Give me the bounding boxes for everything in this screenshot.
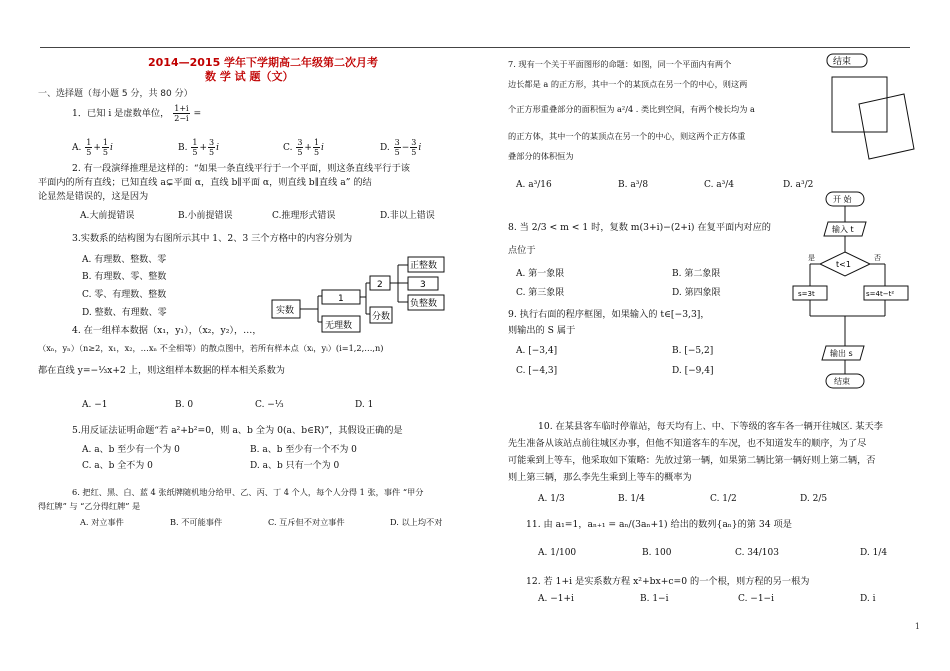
q10-option-a[interactable]: A. 1/3 bbox=[538, 494, 565, 504]
q5-option-a[interactable]: A. a、b 至少有一个为 0 bbox=[82, 445, 180, 455]
q6-line1: 6. 把红、黑、白、蓝 4 张纸牌随机地分给甲、乙、丙、丁 4 个人，每个人分得 1 张，事件 “甲分 bbox=[72, 487, 424, 497]
q2-option-c[interactable]: C.推理形式错误 bbox=[272, 211, 336, 221]
q8-option-c[interactable]: C. 第三象限 bbox=[516, 288, 565, 298]
q6-option-c[interactable]: C. 互斥但不对立事件 bbox=[268, 517, 345, 527]
q2-option-d[interactable]: D.非以上错误 bbox=[380, 211, 435, 221]
flow-end: 结束 bbox=[834, 377, 850, 386]
q11-option-c[interactable]: C. 34/103 bbox=[735, 548, 779, 558]
flow-no: 否 bbox=[874, 254, 881, 262]
q2-line1: 2. 有一段演绎推理是这样的：“如果一条直线平行于一个平面，则这条直线平行于该 bbox=[72, 163, 410, 174]
flow-left-assign: s=3t bbox=[798, 290, 815, 298]
q9-option-a[interactable]: A. [−3,4] bbox=[516, 346, 558, 356]
flow-output: 输出 s bbox=[830, 349, 853, 358]
diagram-positive-int: 正整数 bbox=[410, 261, 438, 271]
q1-option-d[interactable]: D. $\frac{3}{5}$ − $\frac{3}{5}$ i bbox=[380, 138, 422, 157]
q9-line2: 则输出的 S 属于 bbox=[508, 325, 576, 336]
q8-line1: 8. 当 2/3 < m < 1 时，复数 m(3+i)−(2+i) 在复平面内对应的 bbox=[508, 222, 771, 233]
q10-option-d[interactable]: D. 2/5 bbox=[800, 494, 828, 504]
q12-option-b[interactable]: B. 1−i bbox=[640, 594, 669, 604]
q4-line2: （xₙ，yₙ）（n≥2，x₁，x₂，…xₙ 不全相等）的散点图中，若所有样本点（xᵢ，yᵢ）(i=1,2,…,n) bbox=[38, 343, 384, 353]
q6-option-a[interactable]: A. 对立事件 bbox=[80, 517, 124, 527]
q1-fraction: $\frac{1+i}{2-i}$ bbox=[174, 104, 189, 123]
q6-line2: 得红牌” 与 “乙分得红牌” 是 bbox=[38, 501, 141, 511]
diagram-irrational: 无理数 bbox=[325, 321, 353, 331]
q8-option-a[interactable]: A. 第一象限 bbox=[516, 269, 565, 279]
q7-option-a[interactable]: A. a³/16 bbox=[516, 180, 552, 190]
q8-option-b[interactable]: B. 第二象限 bbox=[672, 269, 721, 279]
q1-option-c[interactable]: C. $\frac{3}{5}$ + $\frac{1}{5}$ i bbox=[283, 138, 324, 157]
q12-option-a[interactable]: A. −1+i bbox=[538, 594, 574, 604]
q3-option-d[interactable]: D. 整数、有理数、零 bbox=[82, 308, 167, 318]
q7-option-c[interactable]: C. a³/4 bbox=[704, 180, 735, 190]
flow-yes: 是 bbox=[808, 254, 815, 262]
q3-option-c[interactable]: C. 零、有理数、整数 bbox=[82, 290, 167, 300]
diagram-box1: 1 bbox=[338, 294, 344, 304]
q9-option-d[interactable]: D. [−9,4] bbox=[672, 366, 714, 376]
q3-stem: 3.实数系的结构图为右图所示其中 1、2、3 三个方格中的内容分别为 bbox=[72, 233, 353, 244]
overlapping-squares-figure bbox=[822, 52, 917, 172]
q7-option-b[interactable]: B. a³/8 bbox=[618, 180, 649, 190]
diagram-fraction: 分数 bbox=[372, 312, 391, 322]
diagram-box3: 3 bbox=[420, 280, 426, 290]
squares-label: 结束 bbox=[833, 57, 852, 67]
page-title: 2014—2015 学年下学期高二年级第二次月考 bbox=[148, 56, 379, 69]
program-flowchart bbox=[788, 188, 910, 400]
q5-stem: 5.用反证法证明命题“若 a²+b²=0，则 a、b 全为 0(a、b∈R)”，其假设正确的是 bbox=[72, 425, 403, 436]
q5-option-b[interactable]: B. a、b 至少有一个不为 0 bbox=[250, 445, 357, 455]
q3-option-b[interactable]: B. 有理数、零、整数 bbox=[82, 272, 167, 282]
q8-line2: 点位于 bbox=[508, 245, 536, 256]
q12-option-c[interactable]: C. −1−i bbox=[738, 594, 774, 604]
q9-line1: 9. 执行右面的程序框图，如果输入的 t∈[−3,3]， bbox=[508, 309, 710, 320]
flow-start: 开 始 bbox=[833, 195, 852, 204]
diagram-root: 实数 bbox=[276, 306, 295, 316]
q4-line1: 4. 在一组样本数据（x₁，y₁），（x₂，y₂），…， bbox=[72, 325, 262, 336]
q10-option-b[interactable]: B. 1/4 bbox=[618, 494, 645, 504]
q6-option-b[interactable]: B. 不可能事件 bbox=[170, 517, 223, 527]
q11-option-a[interactable]: A. 1/100 bbox=[538, 548, 577, 558]
q6-option-d[interactable]: D. 以上均不对 bbox=[390, 517, 443, 527]
diagram-box2: 2 bbox=[377, 280, 383, 290]
q12-stem: 12. 若 1+i 是实系数方程 x²+bx+c=0 的一个根，则方程的另一根为 bbox=[526, 576, 810, 587]
real-number-structure-diagram bbox=[270, 250, 455, 340]
q11-stem: 11. 由 a₁=1，aₙ₊₁ = aₙ/(3aₙ+1) 给出的数列{aₙ}的第 34 项是 bbox=[526, 519, 792, 530]
q7-line2: 边长都是 a 的正方形，其中一个的某顶点在另一个的中心，则这两 bbox=[508, 79, 748, 89]
q7-line5: 叠部分的体积恒为 bbox=[508, 151, 574, 161]
q11-option-d[interactable]: D. 1/4 bbox=[860, 548, 888, 558]
q4-line3: 都在直线 y=−⅓x+2 上，则这组样本数据的样本相关系数为 bbox=[38, 365, 285, 376]
q1-option-a[interactable]: A. $\frac{1}{5}$ + $\frac{1}{5}$ i bbox=[72, 138, 113, 157]
flow-condition: t<1 bbox=[836, 260, 851, 269]
page-number: 1 bbox=[914, 622, 920, 631]
flow-right-assign: s=4t−t² bbox=[866, 290, 895, 298]
flow-input: 输入 t bbox=[832, 225, 854, 234]
q11-option-b[interactable]: B. 100 bbox=[642, 548, 672, 558]
section-heading: 一、选择题（每小题 5 分，共 80 分） bbox=[38, 89, 193, 99]
q9-option-c[interactable]: C. [−4,3] bbox=[516, 366, 558, 376]
q4-option-d[interactable]: D. 1 bbox=[355, 400, 374, 410]
q10-line4: 则上第三辆，那么李先生乘到上等车的概率为 bbox=[508, 472, 692, 483]
top-rule bbox=[40, 47, 910, 48]
q4-option-c[interactable]: C. −⅓ bbox=[255, 400, 284, 410]
q1-stem: 1．已知 i 是虚数单位， $\frac{1+i}{2-i}$ = bbox=[72, 104, 202, 123]
q1-option-b[interactable]: B. $\frac{1}{5}$ + $\frac{3}{5}$ i bbox=[178, 138, 219, 157]
q1-text: 1．已知 i 是虚数单位， bbox=[72, 108, 170, 119]
diagram-negative-int: 负整数 bbox=[410, 299, 438, 309]
q2-line3: 论显然是错误的，这是因为 bbox=[38, 191, 149, 202]
q10-line1: 10. 在某县客车临时停靠站，每天均有上、中、下等级的客车各一辆开往城区. 某天李 bbox=[538, 421, 883, 432]
q7-option-d[interactable]: D. a³/2 bbox=[783, 180, 814, 190]
q8-option-d[interactable]: D. 第四象限 bbox=[672, 288, 721, 298]
q12-option-d[interactable]: D. i bbox=[860, 594, 876, 604]
q4-option-a[interactable]: A. −1 bbox=[82, 400, 108, 410]
q2-line2: 平面内的所有直线；已知直线 a⊊平面 α，直线 b∥平面 α，则直线 b∥直线 a” 的结 bbox=[38, 177, 372, 188]
q3-option-a[interactable]: A. 有理数、整数、零 bbox=[82, 255, 167, 265]
q10-option-c[interactable]: C. 1/2 bbox=[710, 494, 737, 504]
q10-line3: 可能乘到上等车，他采取如下策略：先放过第一辆，如果第二辆比第一辆好则上第二辆，否 bbox=[508, 455, 876, 466]
q2-option-b[interactable]: B.小前提错误 bbox=[178, 211, 233, 221]
q7-line4: 的正方体，其中一个的某顶点在另一个的中心，则这两个正方体重 bbox=[508, 131, 746, 141]
q4-option-b[interactable]: B. 0 bbox=[175, 400, 194, 410]
q5-option-d[interactable]: D. a、b 只有一个为 0 bbox=[250, 461, 340, 471]
q5-option-c[interactable]: C. a、b 全不为 0 bbox=[82, 461, 153, 471]
q10-line2: 先生准备从该站点前往城区办事，但他不知道客车的车况，也不知道发车的顺序，为了尽 bbox=[508, 438, 867, 449]
q9-option-b[interactable]: B. [−5,2] bbox=[672, 346, 714, 356]
q7-line3: 个正方形重叠部分的面积恒为 a²/4 . 类比到空间，有两个棱长均为 a bbox=[508, 104, 755, 114]
q2-option-a[interactable]: A.大前提错误 bbox=[80, 211, 135, 221]
page-subtitle: 数 学 试 题（文） bbox=[205, 70, 294, 83]
q7-line1: 7. 现有一个关于平面图形的命题：如图，同一个平面内有两个 bbox=[508, 59, 732, 69]
